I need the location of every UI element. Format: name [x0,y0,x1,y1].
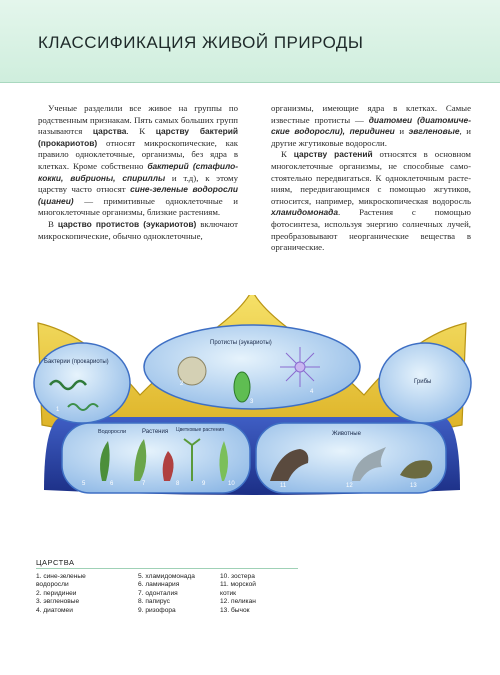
text-run: В [48,218,58,229]
diatom-drawing [280,347,320,387]
fig-number-1: 1 [56,407,60,413]
legend-item: водоросли [36,581,69,589]
legend-item: 5. хламидомонада [138,573,195,580]
text-run: организмы, имеющие ядра в клетках. Самые известные протисты — [271,103,471,125]
term-euglena: эвгленовые [408,126,460,137]
legend-item: 10. зостера [220,573,255,580]
legend-title: ЦАРСТВА [36,558,75,567]
term-chlamydomonas: хламидомонада [271,207,338,218]
page-title: КЛАССИФИКАЦИЯ ЖИВОЙ ПРИРОДЫ [38,33,364,52]
fig-number-12: 12 [346,483,353,489]
text-run: относятся в основном многоклеточные организмы, не способные самостоятельно передвигаться. К одноклеточным растениям, передвигающимся с помощью жгутиков, относится, например, микроскопическая водоросль [271,149,471,206]
euglena-drawing [234,372,250,402]
legend-item: 6. ламинария [138,581,180,589]
label-bacteria: Бактерии (прокариоты) [44,359,109,365]
page-header [0,0,500,83]
fig-number-2: 2 [180,381,184,387]
text-run: и [394,126,409,137]
legend-item: 1. сине-зеленые [36,573,86,580]
legend-item: 8. папирус [138,598,170,606]
fig-number-3: 3 [250,399,254,405]
term-diatoms: диатомеи (диатомические водоросли), перидинеи [271,114,471,137]
paragraph-protists [38,219,238,242]
legend-column-1 [36,573,86,615]
fig-number-13: 13 [410,483,417,489]
fig-number-9: 9 [202,481,206,487]
text-run: включают микроскопические, обычно одноклеточные, [38,218,238,241]
paragraph-plants [271,149,471,253]
legend-item: 9. ризофора [138,606,176,614]
legend-item: 11. морской [220,581,256,589]
crown-illustration [30,295,475,520]
legend-item: 7. одонталия [138,589,178,597]
term-bacteria-types: бактерий (стафилококки, вибрионы, спириллы [38,160,238,183]
legend-item: 12. пеликан [220,598,256,606]
legend-item: котик [220,589,237,597]
label-flowering: Цветковые растения [176,427,224,433]
kingdoms-crown-diagram [30,295,475,520]
paragraph-kingdoms [38,103,238,219]
fig-number-8: 8 [176,481,180,487]
legend-divider [36,568,298,569]
text-run: . Растения с помощью фотосинтеза, используя энергию солнечных лучей, преобразовывают неорганические вещества в органические. [271,207,471,253]
fig-number-7: 7 [142,481,146,487]
label-plants: Растения [142,429,169,435]
fig-number-5: 5 [82,481,86,487]
paragraph-protists-cont [271,103,471,149]
text-column-right [271,103,471,254]
text-run: , и другие жгутиковые водоросли. [271,126,471,148]
legend-item: 4. диатомеи [36,606,73,614]
text-column-left [38,103,238,242]
text-run: К [281,149,294,160]
label-algae: Водоросли [98,429,127,435]
protists-bubble [144,325,360,409]
legend-item: 13. бычок [220,606,250,614]
text-run: и т.д), к этому царству часто относят [38,172,239,195]
label-fungi: Грибы [414,379,432,385]
text-run: . К [126,126,156,137]
text-run: относят микроскопические, как правило одноклеточные, организмы, без ядра в клетках. Кроме собственно [38,137,238,171]
bacteria-bubble [34,343,130,423]
term-kingdoms: царства [92,126,127,137]
legend-column-3 [220,573,256,615]
term-plants: царству растений [293,149,373,160]
text-run: — примитивные одноклеточные и многоклеточные организмы, близкие растениям. [38,195,238,218]
label-protists: Протисты (эукариоты) [210,340,272,346]
term-protists: царство протистов (эукариотов) [57,218,197,229]
term-bacteria: царству бактерий (прокариотов) [38,126,239,148]
fig-number-11: 11 [280,483,287,489]
fig-number-6: 6 [110,481,114,487]
legend-item: 3. эвгленовые [36,598,80,606]
legend-column-2 [138,573,195,615]
term-cyanea: сине-зеленые водоросли (цианеи) [38,184,238,206]
fig-number-10: 10 [228,481,235,487]
label-animals: Животные [332,431,361,437]
fig-number-4: 4 [310,389,314,395]
legend-item: 2. перидинеи [36,589,77,597]
text-run: Ученые разделили все живое на группы по родственным признакам. Пять самых больших групп называются [38,103,238,137]
